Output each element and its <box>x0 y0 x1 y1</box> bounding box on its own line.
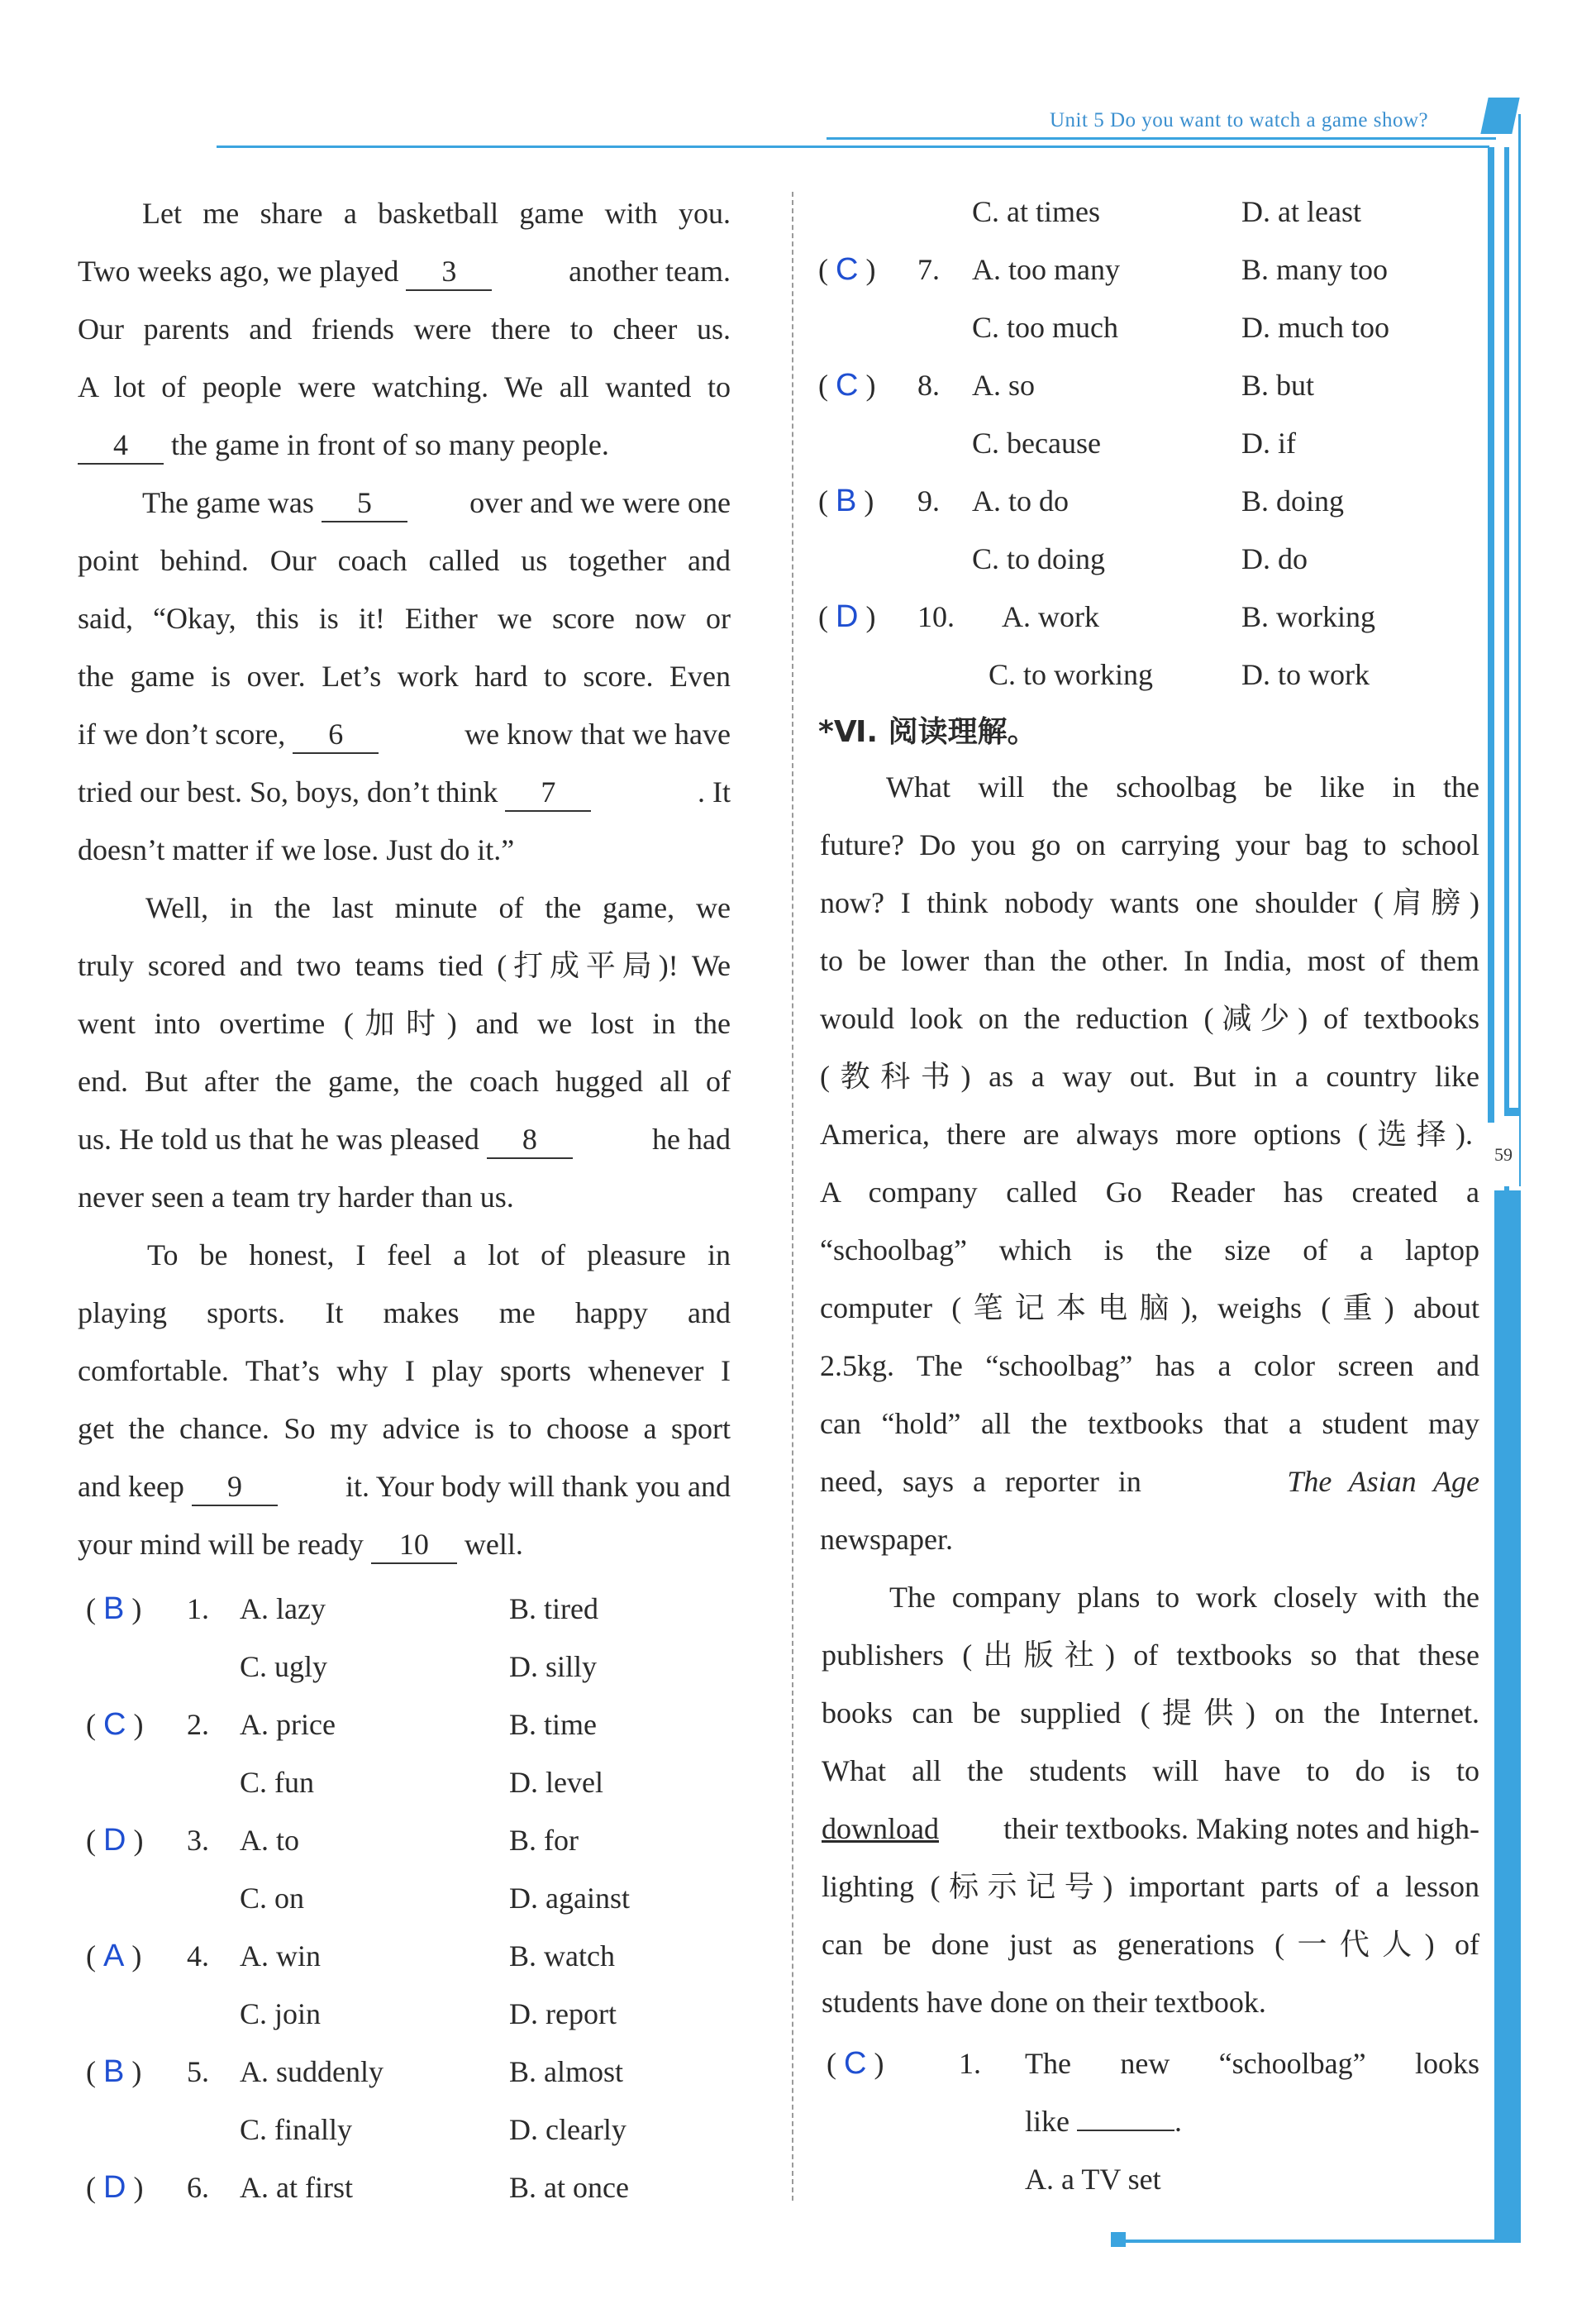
question-number: 4. <box>187 1939 209 1972</box>
footer-rule <box>1116 2240 1521 2243</box>
question-number: 3. <box>187 1824 209 1857</box>
option-a: A. work <box>1002 600 1099 633</box>
option-b: B. tired <box>509 1592 598 1625</box>
option-a: A. win <box>240 1939 321 1972</box>
option-c: C. join <box>240 1997 322 2030</box>
blank-10: 10 <box>371 1526 457 1564</box>
answer-q1: B <box>103 1591 125 1626</box>
text-line: point behind. Our coach called us together and <box>78 544 731 577</box>
answer-bracket: ( D ) <box>86 2170 144 2205</box>
answer-bracket: ( C ) <box>827 2046 884 2081</box>
answer-bracket: ( B ) <box>86 2054 142 2089</box>
answer-q4: A <box>103 1939 125 1973</box>
text-line: playing sports. It makes me happy and <box>78 1296 731 1329</box>
answer-q10: D <box>836 599 859 634</box>
blank-5: 5 <box>322 484 407 522</box>
section-heading: *Ⅵ. 阅读理解。 <box>818 715 1037 749</box>
text-line: tried our best. So, boys, don’t think 7 . It <box>78 774 731 812</box>
footer-square <box>1111 2232 1126 2247</box>
text-line: your mind will be ready 10 well. <box>78 1526 523 1564</box>
text-line: 4 the game in front of so many people. <box>78 427 609 465</box>
option-c: C. on <box>240 1882 305 1915</box>
answer-bracket: ( D ) <box>86 1823 144 1858</box>
text-line: newspaper. <box>820 1523 953 1556</box>
option-d: D. level <box>509 1766 603 1799</box>
text-line: The game was 5 over and we were one <box>142 484 731 522</box>
option-d: D. against <box>509 1882 630 1915</box>
answer-q2: C <box>103 1707 126 1742</box>
text-line: America, there are always more options (选择). <box>820 1118 1473 1151</box>
text-line: students have done on their textbook. <box>822 1986 1266 2019</box>
option-a: A. suddenly <box>240 2055 384 2088</box>
text-line: Two weeks ago, we played 3 another team. <box>78 253 731 291</box>
answer-reading-q1: C <box>844 2046 867 2081</box>
text-line: would look on the reduction (减少) of textbooks <box>820 1002 1479 1035</box>
option-d: D. report <box>509 1997 617 2030</box>
text-line: download their textbooks. Making notes and high- <box>822 1812 1479 1845</box>
answer-bracket: ( B ) <box>818 484 874 518</box>
answer-bracket: ( D ) <box>818 599 876 634</box>
option-d: D. do <box>1241 542 1308 575</box>
text-line: get the chance. So my advice is to choose a sport <box>78 1412 731 1445</box>
text-line: comfortable. That’s why I play sports whenever I <box>78 1354 731 1387</box>
column-divider <box>792 192 793 2201</box>
option-c: C. too much <box>972 311 1118 344</box>
text-line: lighting (标示记号) important parts of a lesson <box>822 1870 1479 1903</box>
header-rule-upper <box>827 137 1496 140</box>
option-b: B. working <box>1241 600 1375 633</box>
option-b: B. watch <box>509 1939 615 1972</box>
answer-bracket: ( C ) <box>818 368 876 403</box>
text-line: can be done just as generations (一代人) of <box>822 1928 1479 1961</box>
text-line: need, says a reporter in The Asian Age <box>820 1465 1479 1498</box>
option-d: D. at least <box>1241 195 1361 228</box>
text-line: “schoolbag” which is the size of a laptop <box>820 1233 1479 1266</box>
question-stem: like . <box>1025 2105 1182 2138</box>
text-line: can “hold” all the textbooks that a student may <box>820 1407 1479 1440</box>
option-a: A. lazy <box>240 1592 326 1625</box>
text-line: publishers (出版社) of textbooks so that these <box>822 1639 1479 1672</box>
question-number: 1. <box>187 1592 209 1625</box>
side-rail <box>1488 147 1494 1123</box>
blank-9: 9 <box>192 1468 278 1506</box>
option-a: A. to <box>240 1824 299 1857</box>
answer-bracket: ( B ) <box>86 1591 142 1626</box>
answer-q5: B <box>103 2054 125 2089</box>
text-line: (教科书) as a way out. But in a country like <box>820 1060 1479 1093</box>
text-line: the game is over. Let’s work hard to score. Even <box>78 660 731 693</box>
option-c: C. to doing <box>972 542 1106 575</box>
option-b: B. almost <box>509 2055 624 2088</box>
text-line: The company plans to work closely with the <box>889 1581 1479 1614</box>
header-tab-mark <box>1480 98 1519 134</box>
question-number: 9. <box>917 484 940 518</box>
text-line: went into overtime (加时) and we lost in the <box>78 1007 731 1040</box>
option-d: D. clearly <box>509 2113 626 2146</box>
text-line: What will the schoolbag be like in the <box>886 770 1479 804</box>
text-line: now? I think nobody wants one shoulder (肩膀) <box>820 886 1479 919</box>
option-c: C. fun <box>240 1766 314 1799</box>
option-a: A. price <box>240 1708 336 1741</box>
text-line: end. But after the game, the coach hugged all of <box>78 1065 731 1098</box>
blank-3: 3 <box>406 253 492 291</box>
text-line: books can be supplied (提供) on the Internet. <box>822 1696 1479 1729</box>
option-b: B. time <box>509 1708 597 1741</box>
text-line: future? Do you go on carrying your bag to school <box>820 828 1479 861</box>
option-d: D. to work <box>1241 658 1370 691</box>
option-b: B. for <box>509 1824 579 1857</box>
option-a: A. to do <box>972 484 1069 518</box>
option-d: D. if <box>1241 427 1296 460</box>
text-line: 2.5kg. The “schoolbag” has a color screen and <box>820 1349 1479 1382</box>
text-line: truly scored and two teams tied (打成平局)! We <box>78 949 731 982</box>
option-c: C. because <box>972 427 1101 460</box>
answer-q7: C <box>836 252 859 287</box>
text-line: Well, in the last minute of the game, we <box>145 891 731 924</box>
question-number: 1. <box>959 2047 981 2080</box>
text-line: doesn’t matter if we lose. Just do it.” <box>78 833 515 866</box>
option-d: D. silly <box>509 1650 598 1683</box>
text-line: if we don’t score, 6 we know that we have <box>78 716 731 754</box>
option-a: A. too many <box>972 253 1120 286</box>
side-rail <box>1494 1190 1521 2240</box>
page-number: 59 <box>1494 1144 1513 1165</box>
answer-bracket: ( A ) <box>86 1939 142 1973</box>
text-line: A lot of people were watching. We all wanted to <box>78 370 731 403</box>
question-number: 7. <box>917 253 940 286</box>
blank-8: 8 <box>487 1121 573 1159</box>
option-a: A. so <box>972 369 1036 402</box>
option-c: C. ugly <box>240 1650 328 1683</box>
newspaper-title: The Asian Age <box>1287 1465 1479 1498</box>
answer-bracket: ( C ) <box>86 1707 144 1742</box>
option-b: B. at once <box>509 2171 629 2204</box>
text-line: Our parents and friends were there to cheer us. <box>78 312 731 346</box>
option-a: A. a TV set <box>1025 2163 1161 2196</box>
option-b: B. doing <box>1241 484 1345 518</box>
question-stem: The new “schoolbag” looks <box>1025 2047 1479 2080</box>
text-line: and keep 9 it. Your body will thank you and <box>78 1468 731 1506</box>
option-d: D. much too <box>1241 311 1389 344</box>
question-number: 10. <box>917 600 955 633</box>
unit-title: Unit 5 Do you want to watch a game show? <box>1050 109 1429 131</box>
question-number: 6. <box>187 2171 209 2204</box>
blank-7: 7 <box>505 774 591 812</box>
option-c: C. to working <box>989 658 1154 691</box>
option-a: A. at first <box>240 2171 353 2204</box>
text-line: A company called Go Reader has created a <box>820 1176 1479 1209</box>
header-rule <box>217 145 1489 148</box>
option-b: B. but <box>1241 369 1315 402</box>
blank-6: 6 <box>293 716 379 754</box>
option-b: B. many too <box>1241 253 1388 286</box>
answer-q6: D <box>103 2170 126 2205</box>
keyword-download: download <box>822 1812 939 1845</box>
text-line: To be honest, I feel a lot of pleasure in <box>147 1238 731 1271</box>
text-line: computer (笔记本电脑), weighs (重) about <box>820 1291 1479 1324</box>
question-number: 8. <box>917 369 940 402</box>
question-number: 5. <box>187 2055 209 2088</box>
answer-q8: C <box>836 368 859 403</box>
answer-q3: D <box>103 1823 126 1858</box>
text-line: never seen a team try harder than us. <box>78 1181 514 1214</box>
question-number: 2. <box>187 1708 209 1741</box>
text-line: to be lower than the other. In India, most of them <box>820 944 1479 977</box>
text-line: said, “Okay, this is it! Either we score now or <box>78 602 731 635</box>
text-line: us. He told us that he was pleased 8 he had <box>78 1121 731 1159</box>
text-line: What all the students will have to do is to <box>822 1754 1479 1787</box>
blank-4: 4 <box>78 427 164 465</box>
answer-q9: B <box>836 484 857 518</box>
option-c: C. finally <box>240 2113 352 2146</box>
answer-blank <box>1077 2130 1174 2131</box>
answer-bracket: ( C ) <box>818 252 876 287</box>
option-c: C. at times <box>972 195 1100 228</box>
side-rail <box>1518 114 1521 1114</box>
text-line: Let me share a basketball game with you. <box>142 197 731 230</box>
